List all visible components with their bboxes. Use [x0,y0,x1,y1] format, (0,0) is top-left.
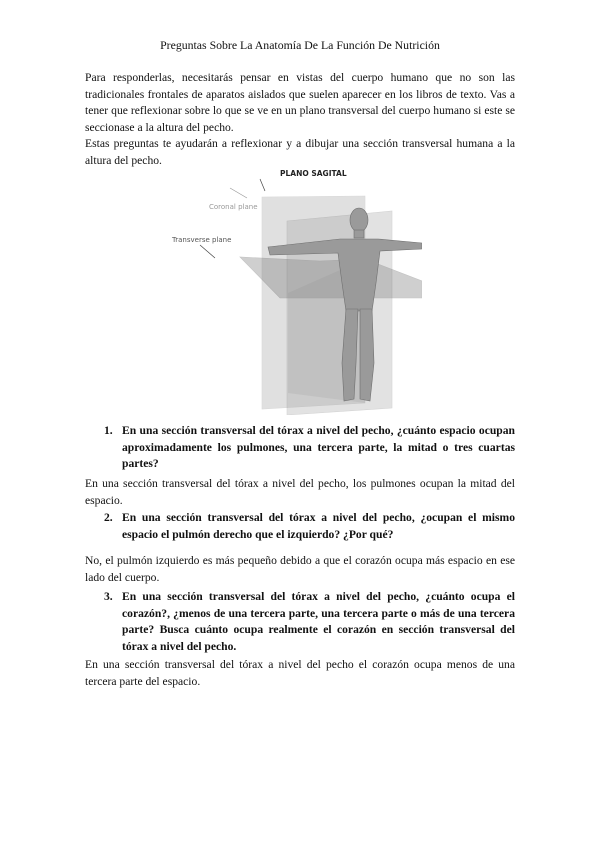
question-number: 3. [104,590,113,603]
question-text: En una sección transversal del tórax a nivel del pecho, ¿ocupan el mismo espacio el pulmón derecho que el izquierdo? ¿Por qué? [122,511,515,541]
anatomical-planes-figure [160,163,422,415]
coronal-plane-label: Coronal plane [209,203,258,211]
page-title: Preguntas Sobre La Anatomía De La Función De Nutrición [160,38,440,52]
question-1 [104,423,515,473]
question-text: En una sección transversal del tórax a nivel del pecho, ¿cuánto ocupa el corazón?, ¿menos de una tercera parte, una tercera parte o más de una tercera parte? Busca cuánto ocupa realmente el corazón en sección transversal del tórax a nivel del pecho. [122,590,515,653]
answer-1: En una sección transversal del tórax a nivel del pecho, los pulmones ocupan la mitad del espacio. [85,477,515,507]
intro-paragraph: Para responderlas, necesitarás pensar en vistas del cuerpo humano que no son las tradicionales frontales de aparatos aislados que suelen aparecer en los libros de texto. Vas a tener que reflexionar sobre lo que se ve en un plano transversal del cuerpo humano si este se seccionase a la altura del pecho. [85,71,515,134]
answer-2: No, el pulmón izquierdo es más pequeño debido a que el corazón ocupa más espacio en ese lado del cuerpo. [85,554,515,584]
question-text: En una sección transversal del tórax a nivel del pecho, ¿cuánto espacio ocupan aproximadamente los pulmones, una tercera parte, la mitad o tres cuartas partes? [122,424,515,471]
answer-3: En una sección transversal del tórax a nivel del pecho el corazón ocupa menos de una tercera parte del espacio. [85,658,515,688]
sagital-plane-label: PLANO SAGITAL [280,169,347,178]
intro-paragraph: Estas preguntas te ayudarán a reflexionar y a dibujar una sección transversal humana a la altura del pecho. [85,137,515,167]
question-number: 2. [104,511,113,524]
transverse-plane-label: Transverse plane [172,236,232,244]
question-3 [104,589,515,655]
question-2 [104,510,515,543]
question-number: 1. [104,424,113,437]
